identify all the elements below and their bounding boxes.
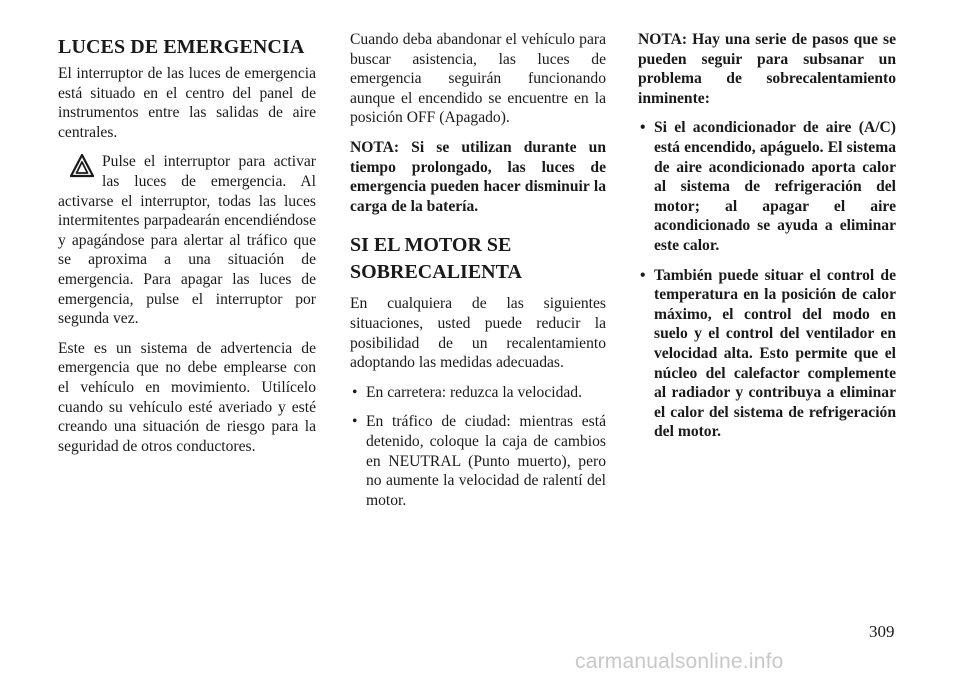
note-overheating-steps: NOTA: Hay una serie de pasos que se pueden seguir para subsanar un problema de sobrecalentamiento inminente: xyxy=(638,31,896,107)
list-item: • También puede situar el control de temperatura en la posición de calor máximo, el control del modo en suelo y el control del ventilador en velocidad alta. Esto permite que el núcleo del calefactor complemente al radiador y contribuya a eliminar el calor del sistema de refrigeración del motor. xyxy=(638,266,896,442)
paragraph-hazard-warning-usage: Este es un sistema de advertencia de emergencia que no debe emplearse con el vehículo en movimiento. Utilícelo cuando su vehículo esté averiado y esté creando una situación de riesgo para la seguridad de otros conductores. xyxy=(58,339,316,455)
column-left xyxy=(58,30,316,466)
column-middle xyxy=(350,30,606,520)
hazard-instruction xyxy=(58,152,316,328)
note-battery: NOTA: Si se utilizan durante un tiempo prolongado, las luces de emergencia pueden hacer disminuir la carga de la batería. xyxy=(350,138,606,215)
overheating-steps-list xyxy=(638,118,896,442)
page-number: 309 xyxy=(869,622,895,641)
column-right xyxy=(638,30,896,452)
paragraph-hazard-activation: Pulse el interruptor para activar las luces de emergencia. Al activarse el interruptor, todas las luces intermitentes parpadearán encendiéndose y apagándose para alertar al tráfico que se aproxima a una situación de emergencia. Para apagar las luces de emergencia, pulse el interruptor por segunda vez. xyxy=(58,153,316,328)
list-item: • Si el acondicionador de aire (A/C) está encendido, apáguelo. El sistema de aire acondicionado aporta calor al sistema de refrigeración del motor; al apagar el aire acondicionado se ayuda a eliminar este calor. xyxy=(638,118,896,255)
hazard-warning-icon xyxy=(70,154,94,178)
paragraph-leaving-vehicle: Cuando deba abandonar el vehículo para buscar asistencia, las luces de emergencia seguirán funcionando aunque el encendido se encuentre en la posición OFF (Apagado). xyxy=(350,31,606,127)
section-heading-overheating: SI EL MOTOR SE SOBRECALIENTA xyxy=(350,234,522,284)
watermark: carmanualsonline.info xyxy=(575,650,784,673)
section-heading-hazard-lights: LUCES DE EMERGENCIA xyxy=(58,36,305,58)
list-item: • En carretera: reduzca la velocidad. xyxy=(350,383,606,403)
paragraph-switch-location: El interruptor de las luces de emergencia está situado en el centro del panel de instrumentos entre las salidas de aire centrales. xyxy=(58,65,316,141)
list-item: • En tráfico de ciudad: mientras está detenido, coloque la caja de cambios en NEUTRAL (Punto muerto), pero no aumente la velocidad de ralentí del motor. xyxy=(350,412,606,510)
overheating-tips-list xyxy=(350,383,606,511)
paragraph-overheating-intro: En cualquiera de las siguientes situaciones, usted puede reducir la posibilidad de un recalentamiento adoptando las medidas adecuadas. xyxy=(350,295,606,372)
